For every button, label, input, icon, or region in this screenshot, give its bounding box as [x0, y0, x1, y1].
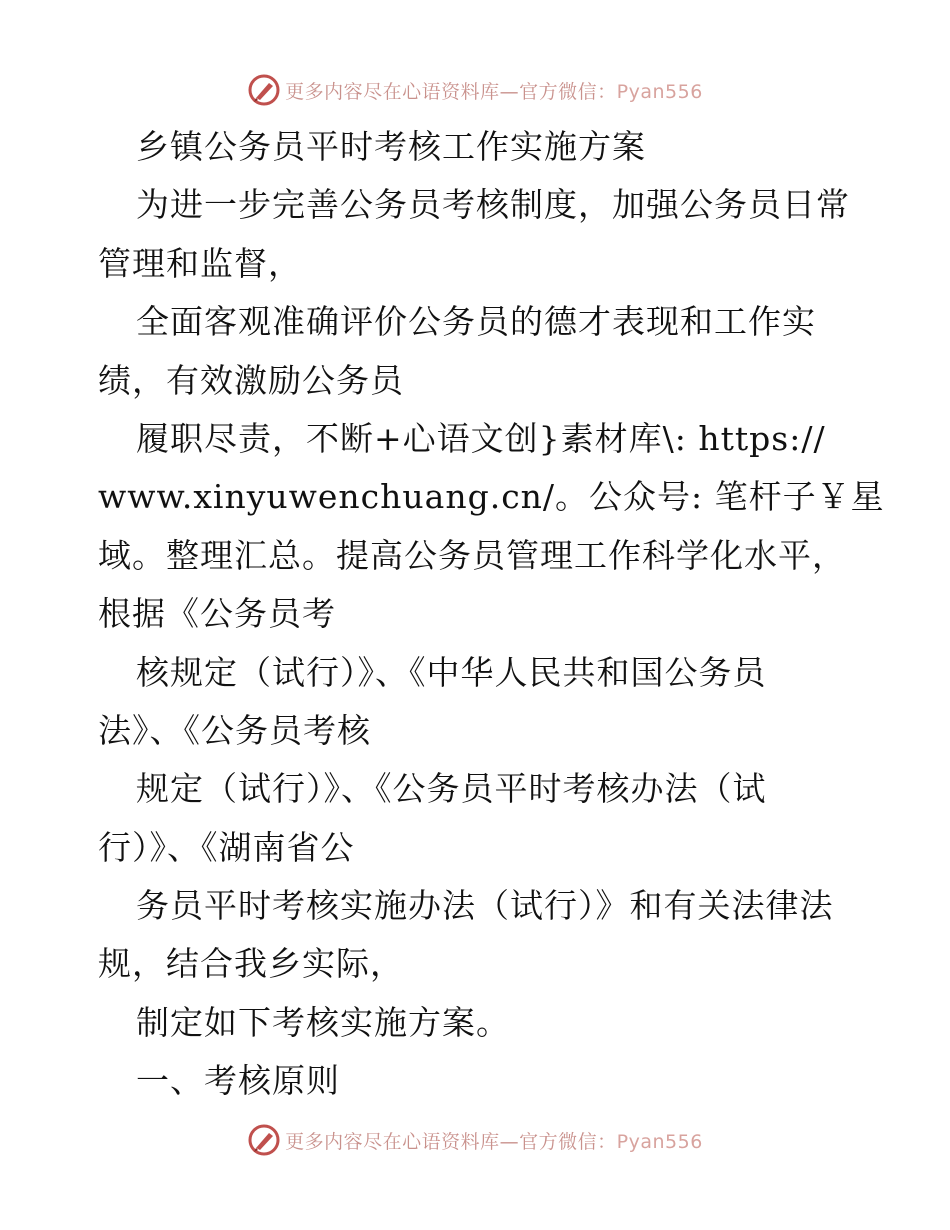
header-watermark-text: 更多内容尽在心语资料库—官方微信：Pyan556: [285, 80, 703, 103]
document-title: 乡镇公务员平时考核工作实施方案: [136, 127, 646, 166]
paragraph-line: 根据《公务员考: [98, 594, 336, 634]
paragraph-line: 域。整理汇总。提高公务员管理工作科学化水平，: [98, 535, 846, 575]
paragraph-line: 核规定（试行）》、《中华人民共和国公务员: [136, 652, 767, 692]
section-heading: 一、考核原则: [136, 1061, 340, 1101]
pen-logo-icon: [247, 1123, 281, 1157]
paragraph-line: 为进一步完善公务员考核制度，加强公务员日常: [136, 185, 850, 225]
paragraph-line: 行）》、《湖南省公: [98, 827, 355, 867]
pen-logo-icon: [247, 73, 281, 107]
paragraph-line: 全面客观准确评价公务员的德才表现和工作实: [136, 302, 816, 342]
footer-watermark: [0, 1120, 950, 1160]
paragraph-line: 规定（试行）》、《公务员平时考核办法（试: [136, 769, 767, 809]
paragraph-line: 务员平时考核实施办法（试行）》和有关法律法: [136, 886, 834, 926]
document-body: [98, 118, 885, 1111]
paragraph-line: www.xinyuwenchuang.cn/。公众号: 笔杆子￥星: [98, 477, 885, 517]
paragraph-line: 管理和监督，: [98, 243, 302, 283]
paragraph-line: 法》、《公务员考核: [98, 710, 371, 750]
paragraph-line: 绩，有效激励公务员: [98, 360, 404, 400]
paragraph-line: 履职尽责，不断+心语文创}素材库\: https://: [136, 418, 826, 458]
paragraph-line: 制定如下考核实施方案。: [136, 1002, 510, 1042]
header-watermark: [0, 70, 950, 110]
footer-watermark-text: 更多内容尽在心语资料库—官方微信：Pyan556: [285, 1130, 703, 1153]
paragraph-line: 规，结合我乡实际，: [98, 944, 404, 984]
